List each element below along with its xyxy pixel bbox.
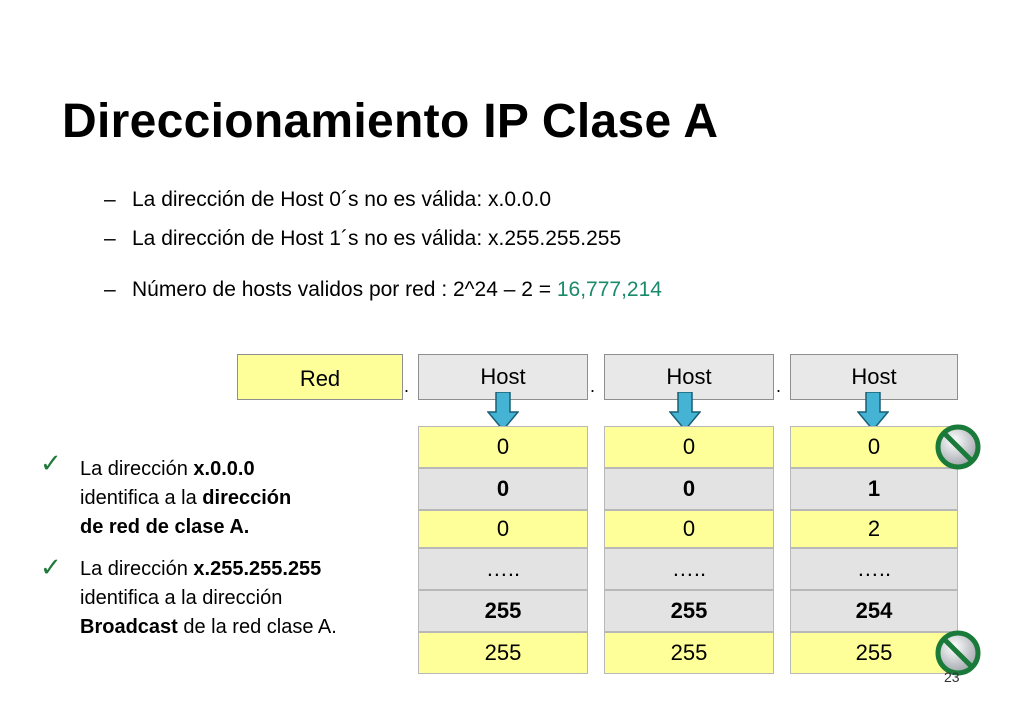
note-bold: Broadcast [80, 616, 178, 638]
col3-cell-6: 255 [790, 632, 958, 674]
check-icon: ✓ [40, 552, 62, 582]
col1-cell-1: 0 [418, 426, 588, 468]
col3-cell-4: ….. [790, 548, 958, 590]
note-bold: dirección [202, 487, 292, 509]
bullet-host-zeros [104, 188, 551, 212]
col3-cell-3: 2 [790, 510, 958, 548]
header-host-1: Host [418, 354, 588, 400]
bullet-dash: – [104, 227, 116, 250]
separator-dot: . [590, 376, 596, 396]
bullet-text: La dirección de Host 1´s no es válida: x.255.255.255 [132, 227, 622, 250]
col2-cell-1: 0 [604, 426, 774, 468]
note-text: La dirección [80, 558, 194, 580]
note-line [80, 555, 337, 584]
prohibited-icon [935, 424, 981, 470]
col1-cell-2: 0 [418, 468, 588, 510]
note-bold: x.0.0.0 [193, 458, 255, 480]
note-line [80, 613, 337, 642]
header-red: Red [237, 354, 403, 400]
col2-cell-5: 255 [604, 590, 774, 632]
col3-cell-2: 1 [790, 468, 958, 510]
header-host-2: Host [604, 354, 774, 400]
note-broadcast-address [80, 555, 337, 642]
col2-cell-6: 255 [604, 632, 774, 674]
bullet-text: Número de hosts validos por red : 2^24 – 2 = [132, 278, 557, 301]
host-count-value: 16,777,214 [556, 278, 662, 301]
bullet-dash: – [104, 278, 116, 301]
slide-title: Direccionamiento IP Clase A [62, 95, 719, 148]
bullet-host-ones [104, 227, 621, 251]
note-text: de la red clase A. [177, 616, 337, 638]
col2-cell-3: 0 [604, 510, 774, 548]
note-line [80, 513, 291, 542]
col1-cell-4: ….. [418, 548, 588, 590]
note-line [80, 484, 291, 513]
separator-dot: . [776, 376, 782, 396]
note-bold: x.255.255.255 [193, 558, 322, 580]
col3-cell-5: 254 [790, 590, 958, 632]
col1-cell-6: 255 [418, 632, 588, 674]
col3-cell-1: 0 [790, 426, 958, 468]
col1-cell-5: 255 [418, 590, 588, 632]
bullet-dash: – [104, 188, 116, 211]
col2-cell-2: 0 [604, 468, 774, 510]
separator-dot: . [404, 376, 410, 396]
note-text: identifica a la [80, 487, 203, 509]
note-bold: de red de clase A. [80, 516, 250, 538]
note-line: identifica a la dirección [80, 587, 283, 609]
bullet-host-count [104, 278, 662, 302]
col1-cell-3: 0 [418, 510, 588, 548]
note-line [80, 455, 291, 484]
bullet-text: La dirección de Host 0´s no es válida: x.0.0.0 [132, 188, 552, 211]
header-host-3: Host [790, 354, 958, 400]
col2-cell-4: ….. [604, 548, 774, 590]
note-text: La dirección [80, 458, 194, 480]
note-network-address [80, 455, 291, 542]
page-number: 23 [944, 669, 960, 685]
check-icon: ✓ [40, 448, 62, 478]
